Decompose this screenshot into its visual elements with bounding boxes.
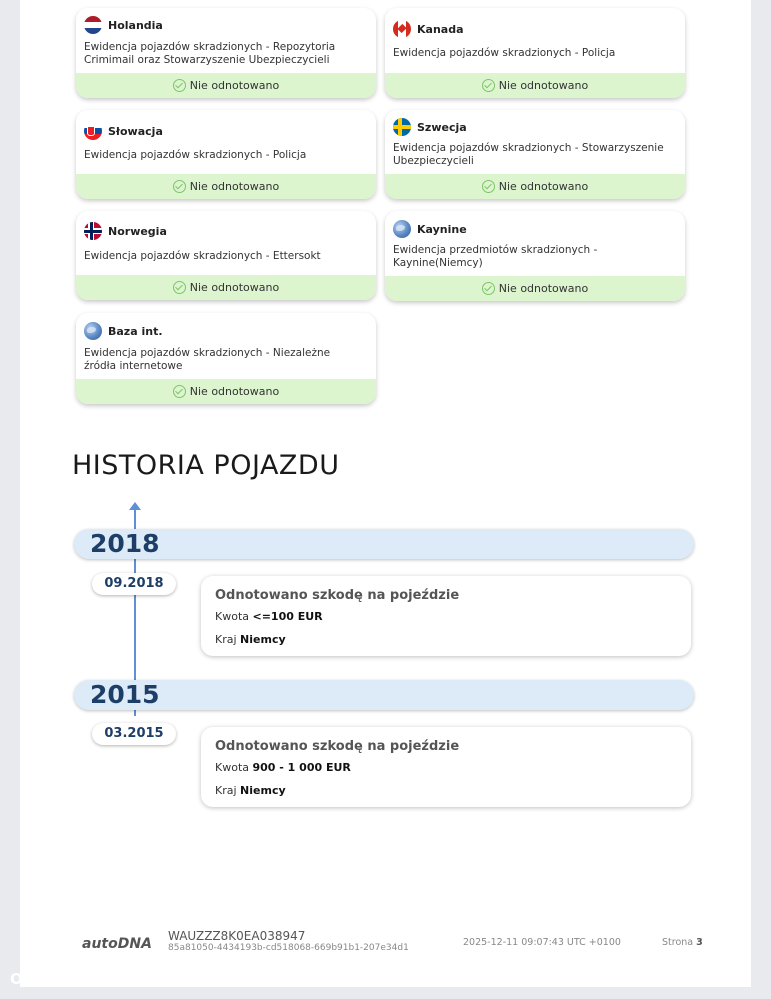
year-bar <box>74 680 694 710</box>
country-card-canada <box>385 8 685 98</box>
country-card-sweden <box>385 110 685 199</box>
globe-icon <box>84 322 102 340</box>
amount-value: 900 - 1 000 EUR <box>252 761 351 774</box>
registry-description: Ewidencja pojazdów skradzionych - Stowarzyszenie Ubezpieczycieli <box>393 142 664 167</box>
country-value: Niemcy <box>240 784 286 797</box>
country-card-internet-database <box>76 313 376 404</box>
norway-flag-icon <box>84 222 102 240</box>
country-card-kaynine <box>385 211 685 301</box>
status-bar <box>76 379 376 404</box>
check-icon <box>173 79 186 92</box>
registry-description: Ewidencja pojazdów skradzionych - Policja <box>393 47 616 59</box>
amount-row <box>215 761 351 774</box>
country-label: Kraj <box>215 784 237 797</box>
status-text: Nie odnotowano <box>189 79 280 92</box>
page-number-value: 3 <box>696 937 703 948</box>
page-number <box>662 937 703 948</box>
country-name: Kaynine <box>417 222 467 236</box>
event-card <box>201 576 691 656</box>
status-bar <box>385 276 685 301</box>
status-text: Nie odnotowano <box>189 385 280 398</box>
report-timestamp: 2025-12-11 09:07:43 UTC +0100 <box>463 937 621 948</box>
check-icon <box>173 180 186 193</box>
status-text: Nie odnotowano <box>189 180 280 193</box>
country-row <box>215 784 286 797</box>
country-card-norway <box>76 211 376 300</box>
event-title: Odnotowano szkodę na pojeździe <box>215 739 460 754</box>
page-label: Strona <box>662 937 694 948</box>
report-page <box>20 0 751 987</box>
status-bar <box>385 73 685 98</box>
registry-description: Ewidencja pojazdów skradzionych - Niezależne źródła internetowe <box>84 347 331 372</box>
country-card-slovakia <box>76 110 376 199</box>
report-hash: 85a81050-4434193b-cd518068-669b91b1-207e34d1 <box>168 943 409 953</box>
country-card-netherlands <box>76 8 376 98</box>
status-text: Nie odnotowano <box>498 282 589 295</box>
amount-label: Kwota <box>215 761 249 774</box>
registry-description: Ewidencja pojazdów skradzionych - Ettersokt <box>84 250 321 262</box>
autodna-logo: autoDNA <box>82 936 152 952</box>
registry-description: Ewidencja pojazdów skradzionych - Repozytoria Crimimail oraz Stowarzyszenie Ubezpieczycieli <box>84 41 336 66</box>
check-icon <box>482 180 495 193</box>
vin-number: WAUZZZ8K0EA038947 <box>168 929 306 943</box>
section-title: HISTORIA POJAZDU <box>72 450 340 481</box>
country-label: Kraj <box>215 633 237 646</box>
status-bar <box>385 174 685 199</box>
country-name: Norwegia <box>108 224 167 238</box>
year-label: 2015 <box>90 680 160 709</box>
event-title: Odnotowano szkodę na pojeździe <box>215 588 460 603</box>
country-name: Szwecja <box>417 120 467 134</box>
check-icon <box>173 281 186 294</box>
status-bar <box>76 174 376 199</box>
netherlands-flag-icon <box>84 16 102 34</box>
canada-flag-icon <box>393 20 411 38</box>
event-card <box>201 727 691 807</box>
status-text: Nie odnotowano <box>189 281 280 294</box>
status-text: Nie odnotowano <box>498 79 589 92</box>
amount-value: <=100 EUR <box>252 610 323 623</box>
sweden-flag-icon <box>393 118 411 136</box>
country-value: Niemcy <box>240 633 286 646</box>
country-name: Kanada <box>417 22 464 36</box>
amount-row <box>215 610 323 623</box>
year-label: 2018 <box>90 529 160 558</box>
registry-description: Ewidencja przedmiotów skradzionych - Kaynine(Niemcy) <box>393 244 598 269</box>
check-icon <box>173 385 186 398</box>
otomoto-watermark: OTOMOTO <box>10 970 100 988</box>
country-name: Słowacja <box>108 124 163 138</box>
year-bar <box>74 529 694 559</box>
date-pill: 09.2018 <box>92 573 176 595</box>
slovakia-flag-icon <box>84 122 102 140</box>
check-icon <box>482 282 495 295</box>
status-bar <box>76 73 376 98</box>
check-icon <box>482 79 495 92</box>
status-text: Nie odnotowano <box>498 180 589 193</box>
country-row <box>215 633 286 646</box>
country-name: Holandia <box>108 18 163 32</box>
country-name: Baza int. <box>108 324 163 338</box>
amount-label: Kwota <box>215 610 249 623</box>
status-bar <box>76 275 376 300</box>
registry-description: Ewidencja pojazdów skradzionych - Policja <box>84 149 307 161</box>
globe-icon <box>393 220 411 238</box>
date-pill: 03.2015 <box>92 723 176 745</box>
